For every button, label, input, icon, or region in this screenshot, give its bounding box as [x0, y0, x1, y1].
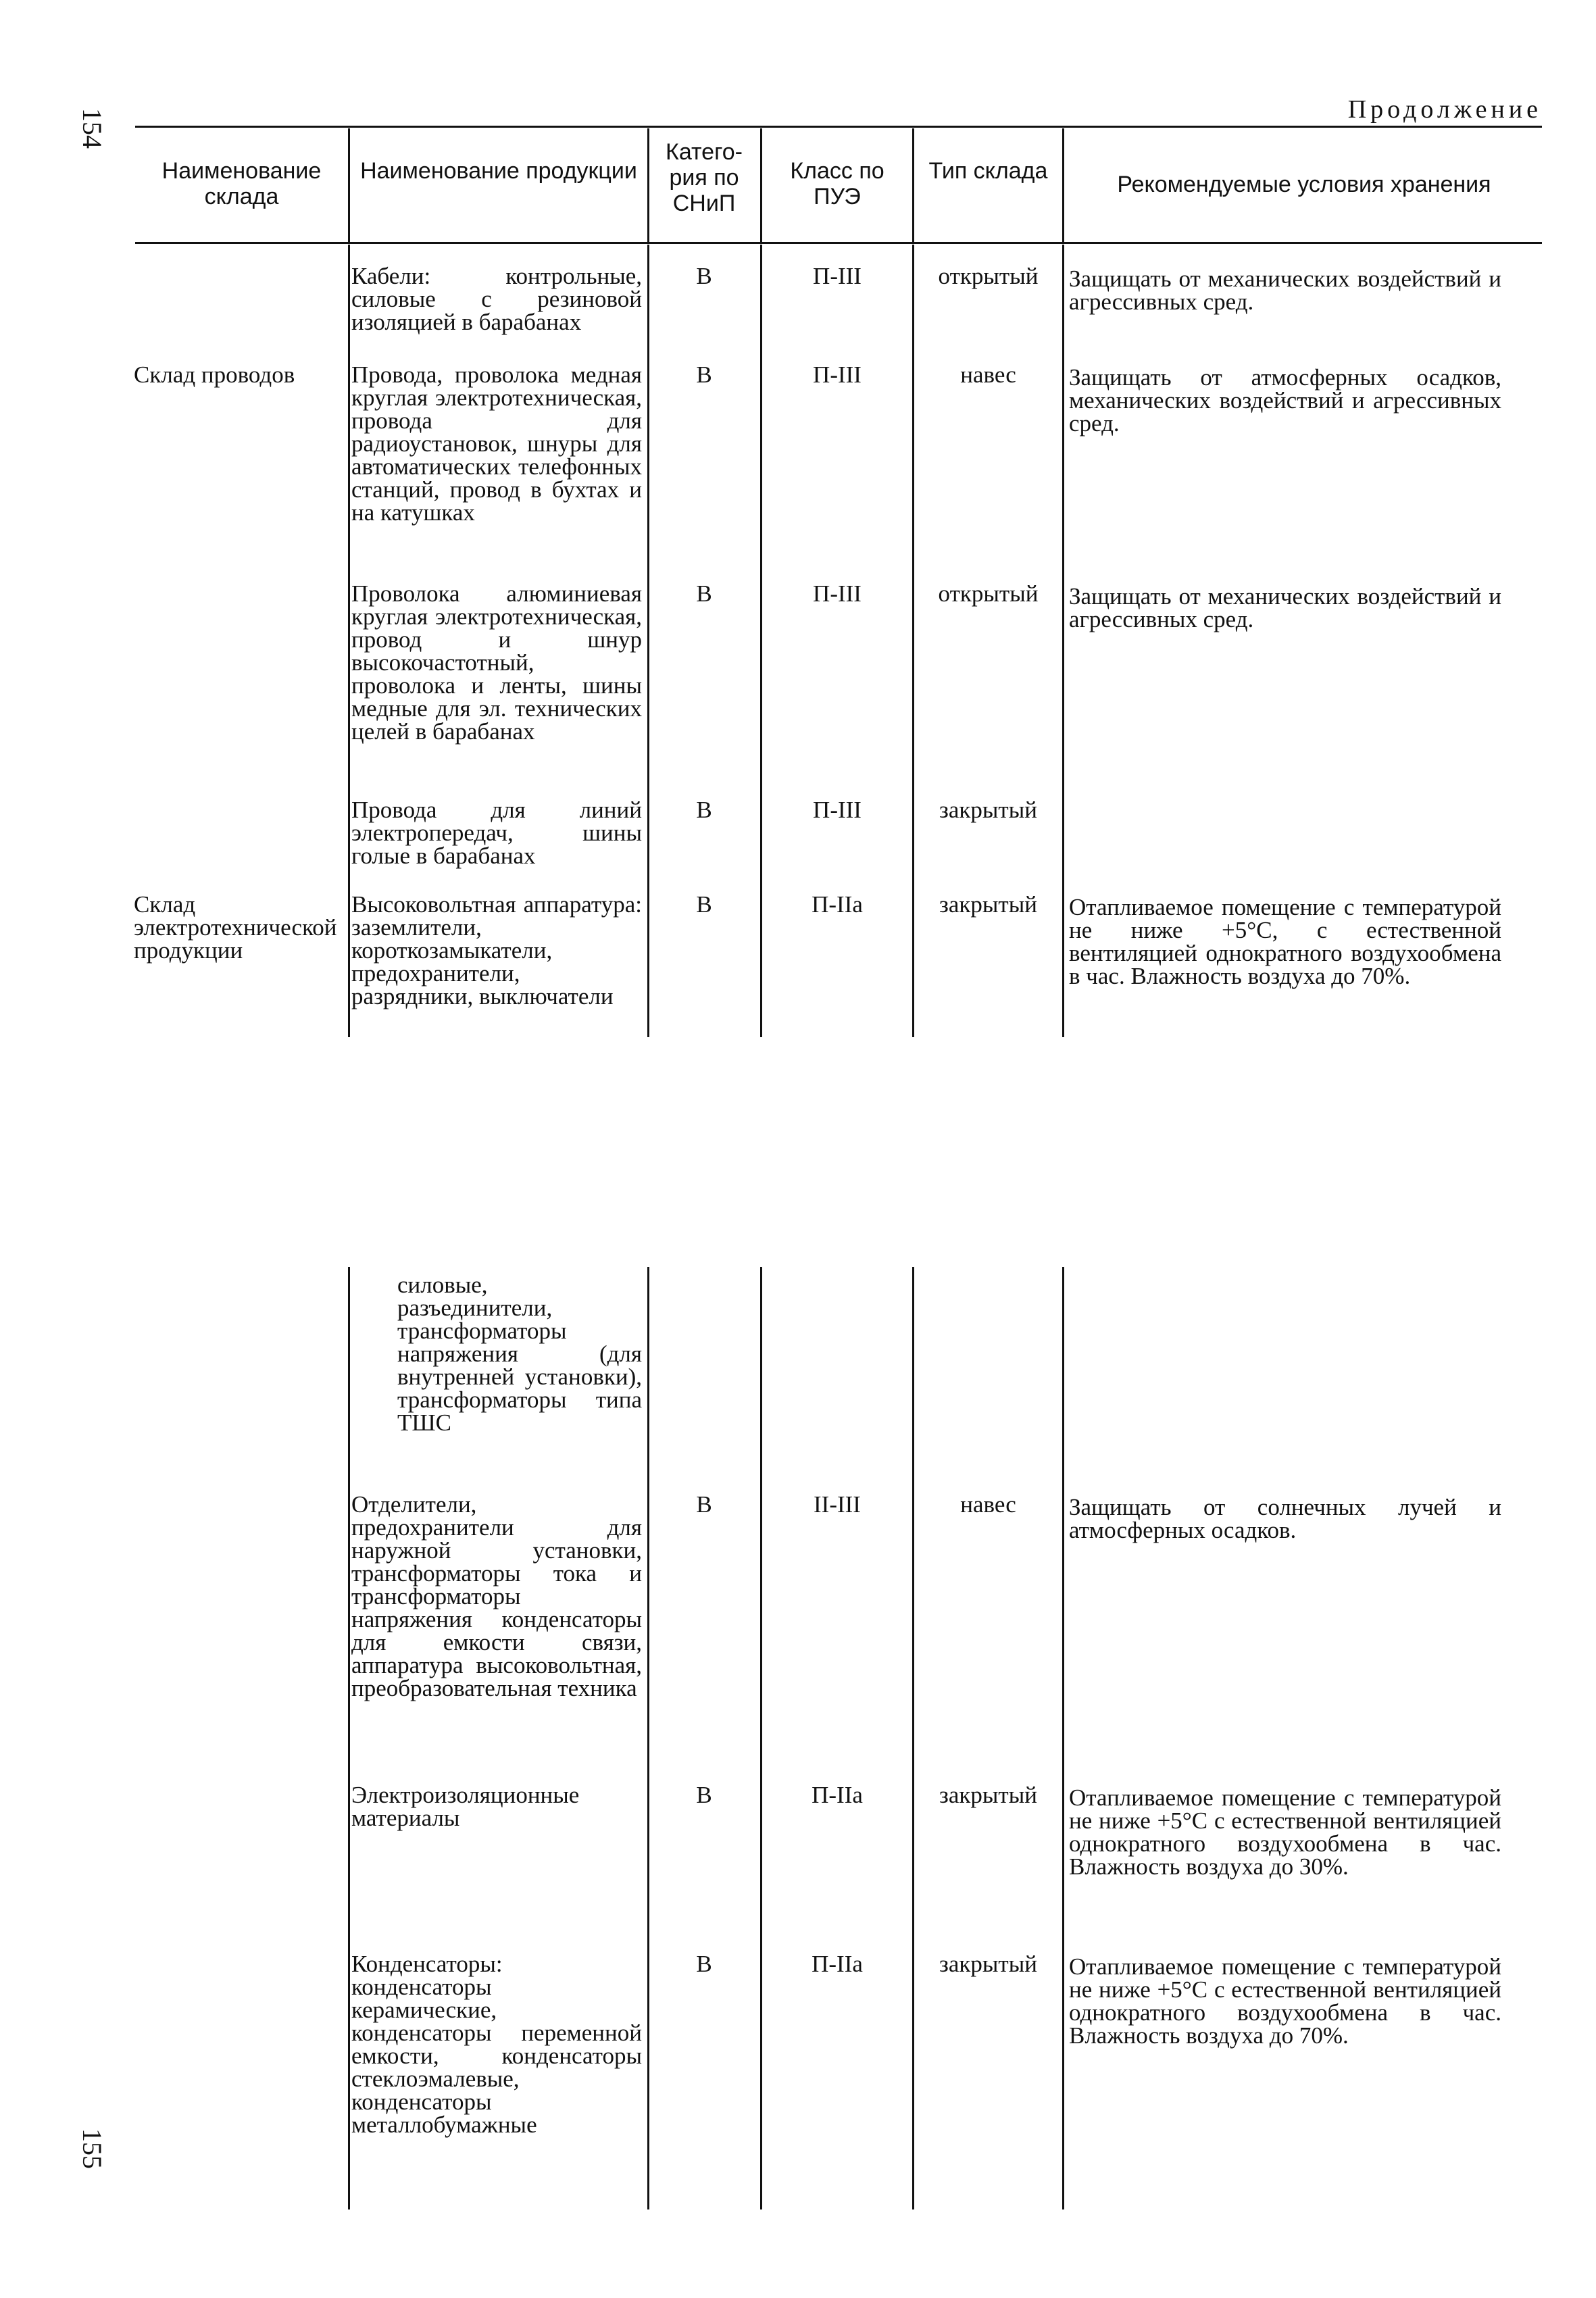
table-cell-type: закрытый [939, 891, 1037, 918]
table-cell-category: В [696, 580, 712, 607]
table-cell-product: Отделители, предохранители для наружной установки, трансформаторы тока и трансформаторы напряжения конденсаторы для емкости связи, аппаратура высоковольтная, преобразовательная техника [351, 1491, 642, 1701]
table-top-rule [135, 126, 1542, 128]
column-divider [1062, 245, 1064, 1037]
table-cell-category: В [696, 1951, 712, 1977]
page-number-top: 154 [77, 108, 107, 149]
table-cell-category: В [696, 1491, 712, 1518]
table-cell-warehouse: Склад электротехнической продукции [134, 891, 337, 964]
header-divider [647, 128, 649, 242]
column-divider [912, 245, 914, 1037]
column-divider [647, 245, 649, 1037]
table-cell-class: П-III [813, 797, 862, 823]
table-cell-type: навес [960, 1491, 1016, 1518]
column-divider [647, 1267, 649, 2209]
table-cell-conditions: Защищать от атмосферных осадков, механических воздействий и агрессивных сред. [1069, 364, 1501, 436]
table-cell-class: П-III [813, 361, 862, 388]
column-divider [760, 1267, 762, 2209]
table-cell-type: закрытый [939, 1782, 1037, 1808]
table-cell-conditions: Защищать от механических воздействий и агрессивных сред. [1069, 583, 1501, 632]
table-cell-type: открытый [938, 580, 1039, 607]
header-type: Тип склада [928, 158, 1048, 184]
table-cell-product: силовые, разъединители, трансформаторы напряжения (для внутренней установки), трансформаторы типа ТШС [397, 1272, 642, 1436]
table-cell-product: Кабели: контрольные, силовые с резиновой изоляцией в барабанах [351, 263, 642, 335]
continuation-label: Продолжение [1347, 95, 1542, 124]
table-cell-class: II-III [814, 1491, 861, 1518]
column-divider [348, 1267, 350, 2209]
header-divider [760, 128, 762, 242]
header-conditions: Рекомендуемые условия хранения [1117, 172, 1491, 197]
table-cell-class: П-IIа [812, 1782, 863, 1808]
table-cell-product: Высоковольтная аппаратура: заземлители, короткозамыкатели, предохранители, разрядники, выключатели [351, 891, 642, 1009]
page-number-bottom: 155 [77, 2128, 107, 2169]
table-cell-conditions: Защищать от солнечных лучей и атмосферных осадков. [1069, 1494, 1501, 1543]
table-cell-product: Проволока алюминиевая круглая электротехническая, провод и шнур высокочастотный, проволока и ленты, шины медные для эл. технических целей в барабанах [351, 580, 642, 745]
table-cell-conditions: Защищать от механических воздействий и агрессивных сред. [1069, 266, 1501, 315]
header-divider [912, 128, 914, 242]
table-cell-type: закрытый [939, 1951, 1037, 1977]
header-warehouse: Наименование склада [161, 158, 322, 209]
column-divider [912, 1267, 914, 2209]
table-cell-class: П-III [813, 263, 862, 289]
table-cell-type: открытый [938, 263, 1039, 289]
header-category: Катего-рия по СНиП [666, 139, 743, 216]
table-cell-product: Электроизоляционные материалы [351, 1782, 580, 1831]
table-cell-class: П-IIа [812, 891, 863, 918]
table-cell-product: Конденсаторы: конденсаторы керамические, конденсаторы переменной емкости, конденсаторы стеклоэмалевые, конденсаторы металлобумажные [351, 1951, 642, 2138]
header-divider [348, 128, 350, 242]
table-cell-conditions: Отапливаемое помещение с температурой не ниже +5°С с естественной вентиляцией однократного воздухообмена в час. Влажность воздуха до 30%. [1069, 1784, 1501, 1880]
header-product: Наименование продукции [360, 158, 637, 184]
header-bottom-rule [135, 242, 1542, 244]
table-cell-product: Провода, проволока медная круглая электротехническая, провода для радиоустановок, шнуры для автоматических телефонных станций, провод в бухтах и на катушках [351, 361, 642, 526]
table-cell-category: В [696, 361, 712, 388]
table-cell-category: В [696, 263, 712, 289]
table-cell-type: навес [960, 361, 1016, 388]
table-cell-category: В [696, 891, 712, 918]
table-cell-conditions: Отапливаемое помещение с температурой не ниже +5°С с естественной вентиляцией однократного воздухообмена в час. Влажность воздуха до 70%. [1069, 1953, 1501, 2049]
column-divider [760, 245, 762, 1037]
header-class: Класс по ПУЭ [790, 158, 884, 209]
table-cell-category: В [696, 1782, 712, 1808]
table-cell-type: закрытый [939, 797, 1037, 823]
table-cell-product: Провода для линий электропередач, шины голые в барабанах [351, 797, 642, 869]
table-cell-category: В [696, 797, 712, 823]
header-divider [1062, 128, 1064, 242]
table-cell-class: П-IIа [812, 1951, 863, 1977]
table-cell-conditions: Отапливаемое помещение с температурой не ниже +5°С, с естественной вентиляцией однократного воздухообмена в час. Влажность воздуха до 70%. [1069, 894, 1501, 989]
table-cell-class: П-III [813, 580, 862, 607]
column-divider [1062, 1267, 1064, 2209]
column-divider [348, 245, 350, 1037]
table-cell-warehouse: Склад проводов [134, 361, 295, 388]
